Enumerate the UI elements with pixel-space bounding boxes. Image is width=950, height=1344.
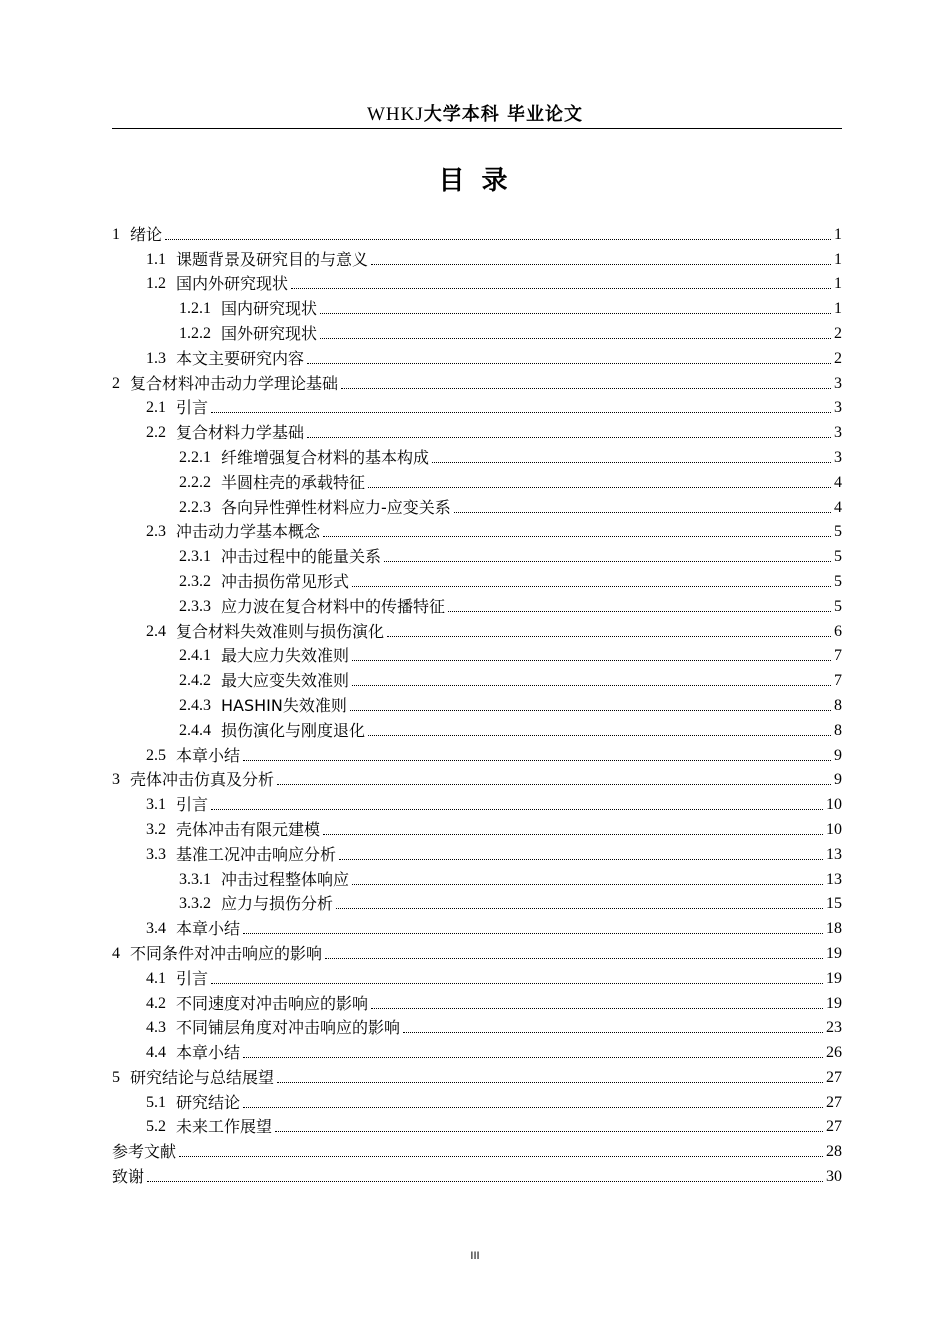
toc-entry-label: 引言 [176,795,209,815]
toc-leader-dots [371,1008,823,1009]
toc-entry-number: 2.1 [146,399,166,417]
toc-entry-number: 3.4 [146,920,166,938]
toc-entry[interactable] [112,666,842,691]
toc-entry-number: 2.4.3 [179,696,211,714]
toc-entry-number: 2.2.1 [179,448,211,466]
table-of-contents [112,220,842,1187]
toc-entry-label: 本章小结 [176,1043,241,1063]
toc-entry[interactable] [112,716,842,741]
toc-entry[interactable] [112,493,842,518]
toc-leader-dots [384,561,831,562]
toc-entry-number: 2.3.2 [179,572,211,590]
toc-leader-dots [371,264,831,265]
toc-entry-page: 4 [834,498,842,516]
toc-leader-dots [368,735,831,736]
toc-entry-label: 国内研究现状 [221,299,318,319]
toc-entry-label: 引言 [176,398,209,418]
toc-entry[interactable] [112,592,842,617]
toc-leader-dots [307,437,831,438]
toc-entry-number: 2.2.3 [179,498,211,516]
toc-entry[interactable] [112,1014,842,1039]
toc-leader-dots [339,859,823,860]
toc-leader-dots [454,512,831,513]
toc-leader-dots [352,685,831,686]
toc-leader-dots [325,958,823,959]
toc-entry-number: 3.3.2 [179,895,211,913]
toc-entry[interactable] [112,642,842,667]
toc-entry[interactable] [112,319,842,344]
toc-entry-number: 3 [112,771,120,789]
toc-leader-dots [243,1057,823,1058]
toc-leader-dots [275,1131,823,1132]
toc-entry-page: 3 [834,424,842,442]
toc-entry-label: 不同条件对冲击响应的影响 [130,943,323,963]
toc-leader-dots [320,313,831,314]
toc-entry-page: 5 [834,548,842,566]
toc-entry-label: 冲击过程中的能量关系 [221,547,382,567]
toc-entry-number: 4.1 [146,969,166,987]
toc-entry[interactable] [112,617,842,642]
toc-entry[interactable] [112,1038,842,1063]
toc-entry-page: 19 [826,969,842,987]
toc-leader-dots [352,884,823,885]
toc-entry[interactable] [112,865,842,890]
toc-entry-label: 损伤演化与刚度退化 [221,720,366,740]
toc-entry-number: 5.2 [146,1118,166,1136]
toc-entry[interactable] [112,890,842,915]
toc-leader-dots [243,760,831,761]
toc-leader-dots [211,412,831,413]
toc-entry-label: 参考文献 [112,1142,177,1162]
toc-entry-number: 2.2.2 [179,473,211,491]
toc-leader-dots [323,536,831,537]
toc-entry-page: 1 [834,275,842,293]
toc-entry-label: 未来工作展望 [176,1117,273,1137]
toc-entry-label: 本章小结 [176,745,241,765]
toc-entry-label: 研究结论 [176,1092,241,1112]
toc-leader-dots [179,1156,823,1157]
toc-entry-label: 冲击过程整体响应 [221,869,350,889]
toc-entry-number: 2.4.2 [179,672,211,690]
toc-entry-page: 1 [834,250,842,268]
toc-leader-dots [165,239,831,240]
toc-leader-dots [243,933,823,934]
toc-entry-page: 30 [826,1168,842,1186]
toc-entry[interactable] [112,741,842,766]
toc-entry-page: 7 [834,647,842,665]
toc-entry[interactable] [112,939,842,964]
toc-entry-label: 国外研究现状 [221,323,318,343]
toc-entry-number: 1 [112,225,120,243]
toc-entry-label: 国内外研究现状 [176,274,289,294]
toc-entry-label: 基准工况冲击响应分析 [176,844,337,864]
toc-entry[interactable] [112,1162,842,1187]
toc-leader-dots [352,660,831,661]
toc-entry-page: 3 [834,448,842,466]
toc-entry[interactable] [112,369,842,394]
toc-entry-page: 19 [826,994,842,1012]
toc-leader-dots [336,908,823,909]
toc-entry[interactable] [112,542,842,567]
toc-entry[interactable] [112,1137,842,1162]
toc-entry-page: 10 [826,796,842,814]
toc-entry-number: 2.2 [146,424,166,442]
toc-entry-page: 27 [826,1068,842,1086]
toc-entry[interactable] [112,294,842,319]
toc-entry-label: 课题背景及研究目的与意义 [176,249,369,269]
toc-entry[interactable] [112,1113,842,1138]
toc-entry-label: 绪论 [130,224,163,244]
toc-entry-number: 2.5 [146,746,166,764]
toc-entry-page: 1 [834,225,842,243]
toc-entry[interactable] [112,790,842,815]
toc-entry[interactable] [112,344,842,369]
toc-entry-number: 5 [112,1068,120,1086]
toc-entry-page: 27 [826,1093,842,1111]
header-school-code: WHKJ [366,104,424,125]
toc-entry-page: 10 [826,820,842,838]
toc-entry-number: 3.2 [146,820,166,838]
toc-leader-dots [352,586,831,587]
toc-entry-label: 应力与损伤分析 [221,894,334,914]
toc-entry-number: 2.4.4 [179,721,211,739]
toc-entry-page: 8 [834,696,842,714]
toc-entry-number: 2.3 [146,523,166,541]
toc-entry-number: 2.3.1 [179,548,211,566]
toc-leader-dots [211,809,823,810]
toc-entry-page: 18 [826,920,842,938]
page-number: III [470,1250,480,1262]
toc-entry-number: 4 [112,944,120,962]
toc-entry-number: 3.3 [146,845,166,863]
toc-leader-dots [277,1082,823,1083]
toc-entry-page: 2 [834,349,842,367]
toc-entry-page: 6 [834,622,842,640]
toc-leader-dots [368,487,831,488]
header-school-text: 大学本科 毕业论文 [423,104,584,125]
toc-entry-label: 复合材料力学基础 [176,423,305,443]
toc-entry-label: 引言 [176,968,209,988]
toc-entry-page: 5 [834,523,842,541]
toc-entry[interactable] [112,443,842,468]
toc-entry-label: 半圆柱壳的承载特征 [221,472,366,492]
toc-entry-number: 4.4 [146,1044,166,1062]
toc-entry[interactable] [112,567,842,592]
toc-entry-page: 5 [834,572,842,590]
toc-entry-label: 最大应变失效准则 [221,671,350,691]
page-title: 目 录 [438,166,512,196]
toc-entry-label: 应力波在复合材料中的传播特征 [221,596,446,616]
toc-entry-label: 最大应力失效准则 [221,646,350,666]
toc-entry[interactable] [112,245,842,270]
toc-entry-page: 27 [826,1118,842,1136]
toc-entry-page: 8 [834,721,842,739]
toc-entry-page: 15 [826,895,842,913]
toc-entry-number: 1.1 [146,250,166,268]
toc-entry-label: 不同铺层角度对冲击响应的影响 [176,1018,401,1038]
toc-leader-dots [147,1181,823,1182]
toc-entry[interactable] [112,468,842,493]
toc-entry-number: 1.2.1 [179,300,211,318]
toc-entry-number: 4.2 [146,994,166,1012]
toc-leader-dots [341,388,831,389]
toc-entry-number: 2.4.1 [179,647,211,665]
toc-leader-dots [320,338,831,339]
toc-entry-number: 4.3 [146,1019,166,1037]
toc-entry-number: 1.2 [146,275,166,293]
toc-leader-dots [307,363,831,364]
toc-entry-page: 3 [834,399,842,417]
toc-leader-dots [403,1032,823,1033]
toc-entry-number: 1.3 [146,349,166,367]
toc-entry[interactable] [112,964,842,989]
toc-entry[interactable] [112,914,842,939]
toc-entry-number: 3.1 [146,796,166,814]
toc-entry-number: 5.1 [146,1093,166,1111]
toc-entry-page: 26 [826,1044,842,1062]
toc-entry[interactable] [112,840,842,865]
toc-entry-page: 4 [834,473,842,491]
running-header [0,100,950,126]
toc-leader-dots [387,636,831,637]
toc-entry-page: 3 [834,374,842,392]
toc-entry[interactable] [112,418,842,443]
toc-entry[interactable] [112,220,842,245]
toc-leader-dots [211,983,823,984]
toc-entry-label: 本章小结 [176,919,241,939]
toc-entry[interactable] [112,270,842,295]
toc-entry-number: 2 [112,374,120,392]
toc-entry-page: 5 [834,597,842,615]
toc-entry-page: 9 [834,746,842,764]
toc-entry-label: 冲击动力学基本概念 [176,522,321,542]
toc-entry-page: 28 [826,1143,842,1161]
toc-entry-page: 23 [826,1019,842,1037]
toc-entry-label: 不同速度对冲击响应的影响 [176,993,369,1013]
toc-leader-dots [432,462,831,463]
toc-entry-label: HASHIN失效准则 [221,695,347,715]
toc-entry[interactable] [112,691,842,716]
toc-entry-label: 壳体冲击有限元建模 [176,819,321,839]
header-rule [112,128,842,129]
toc-entry[interactable] [112,989,842,1014]
toc-leader-dots [277,784,831,785]
toc-entry-page: 1 [834,300,842,318]
toc-leader-dots [350,710,831,711]
toc-entry[interactable] [112,518,842,543]
toc-leader-dots [243,1107,823,1108]
toc-entry-number: 3.3.1 [179,870,211,888]
toc-entry-label: 各向异性弹性材料应力-应变关系 [221,497,451,517]
toc-entry-number: 2.3.3 [179,597,211,615]
toc-entry[interactable] [112,766,842,791]
toc-entry-number: 1.2.2 [179,324,211,342]
toc-entry[interactable] [112,1063,842,1088]
toc-entry-page: 2 [834,324,842,342]
toc-entry-page: 19 [826,944,842,962]
toc-entry-page: 13 [826,870,842,888]
toc-leader-dots [448,611,831,612]
toc-entry-label: 壳体冲击仿真及分析 [130,770,275,790]
toc-entry-label: 纤维增强复合材料的基本构成 [221,447,430,467]
toc-entry-label: 致谢 [112,1167,145,1187]
toc-entry-label: 本文主要研究内容 [176,348,305,368]
toc-entry-label: 复合材料冲击动力学理论基础 [130,373,339,393]
toc-entry[interactable] [112,394,842,419]
toc-entry-number: 2.4 [146,622,166,640]
toc-entry-label: 冲击损伤常见形式 [221,571,350,591]
toc-entry-label: 复合材料失效准则与损伤演化 [176,621,385,641]
toc-leader-dots [323,834,823,835]
toc-entry-label: 研究结论与总结展望 [130,1067,275,1087]
toc-entry[interactable] [112,815,842,840]
toc-entry-page: 13 [826,845,842,863]
toc-leader-dots [291,288,831,289]
toc-entry-page: 9 [834,771,842,789]
toc-entry[interactable] [112,1088,842,1113]
toc-entry-page: 7 [834,672,842,690]
